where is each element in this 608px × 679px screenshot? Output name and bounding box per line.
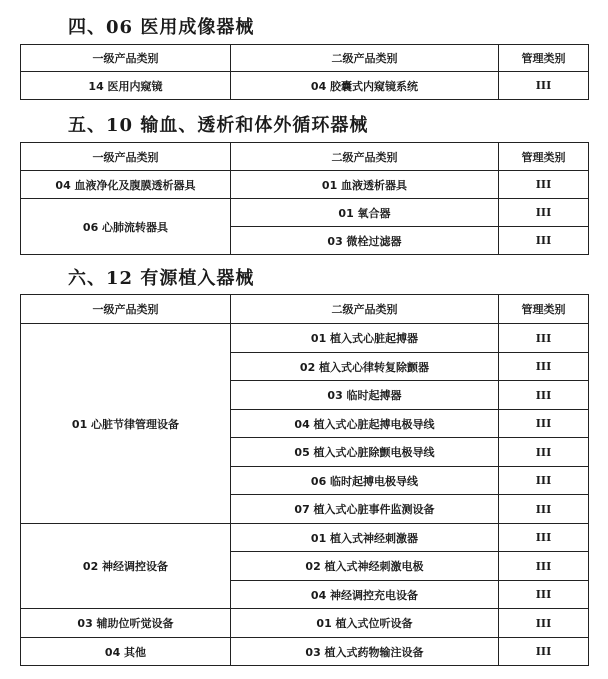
level1-cell: 03 辅助位听觉设备: [21, 609, 231, 638]
level2-cell: 02 植入式神经刺激电极: [231, 552, 499, 581]
level2-cell: 05 植入式心脏除颤电极导线: [231, 438, 499, 467]
level2-cell: 04 植入式心脏起搏电极导线: [231, 410, 499, 438]
mgmt-cell: III: [499, 199, 589, 227]
mgmt-cell: III: [499, 552, 589, 581]
table-row: [21, 524, 589, 552]
level1-cell: 14 医用内窥镜: [21, 72, 231, 100]
level1-cell: 01 心脏节律管理设备: [21, 324, 231, 524]
level2-cell: 01 血液透析器具: [231, 171, 499, 199]
mgmt-cell: III: [499, 467, 589, 495]
table-header-row: [21, 45, 589, 72]
mgmt-cell: III: [499, 227, 589, 255]
mgmt-cell: III: [499, 495, 589, 524]
mgmt-cell: III: [499, 609, 589, 638]
table-row: [21, 609, 589, 638]
table-header-row: [21, 143, 589, 171]
header-level2: 二级产品类别: [231, 45, 499, 72]
header-level1: 一级产品类别: [21, 143, 231, 171]
level2-cell: 07 植入式心脏事件监测设备: [231, 495, 499, 524]
header-mgmt: 管理类别: [499, 295, 589, 324]
mgmt-cell: III: [499, 353, 589, 381]
level1-cell: 04 血液净化及腹膜透析器具: [21, 171, 231, 199]
table-row: [21, 171, 589, 199]
table-header-row: [21, 295, 589, 324]
level2-cell: 03 微栓过滤器: [231, 227, 499, 255]
level2-cell: 03 临时起搏器: [231, 381, 499, 410]
header-level1: 一级产品类别: [21, 45, 231, 72]
section-4-title: 四、06 医用成像器械: [68, 17, 255, 38]
table-row: [21, 72, 589, 100]
mgmt-cell: III: [499, 638, 589, 666]
level2-cell: 01 植入式神经刺激器: [231, 524, 499, 552]
level2-cell: 04 胶囊式内窥镜系统: [231, 72, 499, 100]
section-6-table: [20, 294, 589, 666]
table-row: [21, 199, 589, 227]
level1-cell: 06 心肺流转器具: [21, 199, 231, 255]
table-row: [21, 324, 589, 353]
level2-cell: 06 临时起搏电极导线: [231, 467, 499, 495]
header-level1: 一级产品类别: [21, 295, 231, 324]
section-4-table: [20, 44, 589, 100]
section-6-title: 六、12 有源植入器械: [68, 268, 255, 289]
table-row: [21, 638, 589, 666]
level2-cell: 01 植入式心脏起搏器: [231, 324, 499, 353]
mgmt-cell: III: [499, 438, 589, 467]
mgmt-cell: III: [499, 324, 589, 353]
level1-cell: 02 神经调控设备: [21, 524, 231, 609]
header-level2: 二级产品类别: [231, 295, 499, 324]
level2-cell: 04 神经调控充电设备: [231, 581, 499, 609]
section-5-table: [20, 142, 589, 255]
section-5-title: 五、10 输血、透析和体外循环器械: [68, 115, 369, 136]
mgmt-cell: III: [499, 171, 589, 199]
mgmt-cell: III: [499, 581, 589, 609]
level1-cell: 04 其他: [21, 638, 231, 666]
level2-cell: 02 植入式心律转复除颤器: [231, 353, 499, 381]
mgmt-cell: III: [499, 524, 589, 552]
mgmt-cell: III: [499, 72, 589, 100]
mgmt-cell: III: [499, 381, 589, 410]
header-mgmt: 管理类别: [499, 143, 589, 171]
level2-cell: 03 植入式药物输注设备: [231, 638, 499, 666]
mgmt-cell: III: [499, 410, 589, 438]
level2-cell: 01 植入式位听设备: [231, 609, 499, 638]
header-mgmt: 管理类别: [499, 45, 589, 72]
level2-cell: 01 氧合器: [231, 199, 499, 227]
header-level2: 二级产品类别: [231, 143, 499, 171]
